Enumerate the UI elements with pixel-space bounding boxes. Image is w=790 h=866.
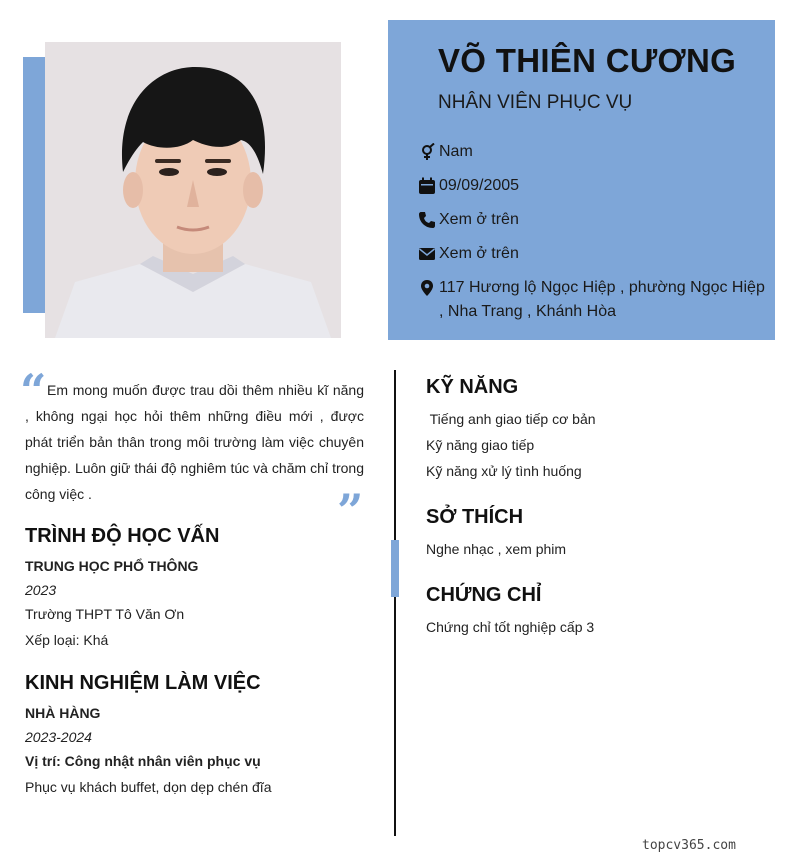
skill-item: Tiếng anh giao tiếp cơ bản [426,411,596,427]
skill-item: Kỹ năng giao tiếp [426,437,535,453]
email-value: Xem ở trên [439,245,519,262]
education-grade: Xếp loại: Khá [25,632,109,648]
envelope-icon [418,242,439,266]
profile-photo [45,42,341,338]
divider-accent [391,540,399,597]
map-pin-icon [418,276,439,300]
phone-icon [418,208,439,232]
contact-gender [418,140,768,164]
contact-address [418,276,768,324]
experience-company: NHÀ HÀNG [25,705,101,721]
education-year: 2023 [25,582,57,598]
column-divider [394,370,396,836]
contact-info [418,140,768,334]
experience-position: Vị trí: Công nhật nhân viên phục vụ [25,753,261,769]
candidate-name: VÕ THIÊN CƯƠNG [438,42,737,79]
hobbies-heading: SỞ THÍCH [426,506,524,528]
job-title: NHÂN VIÊN PHỤC VỤ [438,92,633,113]
skills-heading: KỸ NĂNG [426,376,519,398]
address-value: 117 Hương lộ Ngọc Hiệp , phường Ngọc Hiệp , Nha Trang , Khánh Hòa [439,279,765,320]
experience-years: 2023-2024 [25,729,92,745]
contact-birthdate [418,174,768,198]
quote-close-icon: ” [337,484,364,538]
skill-item: Kỹ năng xử lý tình huống [426,463,582,479]
education-level: TRUNG HỌC PHỔ THÔNG [25,558,199,574]
gender-icon [418,140,439,164]
birthdate-value: 09/09/2005 [439,177,520,194]
calendar-icon [418,174,439,198]
watermark[interactable]: topcv365.com [642,838,736,853]
certificates-heading: CHỨNG CHỈ [426,584,542,606]
hobbies-text: Nghe nhạc , xem phim [426,541,567,557]
contact-phone [418,208,768,232]
certificate-text: Chứng chỉ tốt nghiệp cấp 3 [426,619,595,635]
gender-value: Nam [439,143,473,160]
career-objective: Em mong muốn được trau dồi thêm nhiều kĩ năng , không ngại học hỏi thêm những điều mới , được phát triển bản thân trong môi trường làm việc chuyên nghiệp. Luôn giữ thái độ nghiêm túc và chăm chỉ trong công việc . [25,382,364,502]
experience-description: Phục vụ khách buffet, dọn dẹp chén đĩa [25,779,272,795]
education-heading: TRÌNH ĐỘ HỌC VẤN [25,525,220,547]
contact-email [418,242,768,266]
phone-value: Xem ở trên [439,211,519,228]
education-school: Trường THPT Tô Văn Ơn [25,606,185,622]
experience-heading: KINH NGHIỆM LÀM VIỆC [25,672,261,694]
header-panel [388,20,775,340]
quote-open-icon: “ [20,364,47,418]
